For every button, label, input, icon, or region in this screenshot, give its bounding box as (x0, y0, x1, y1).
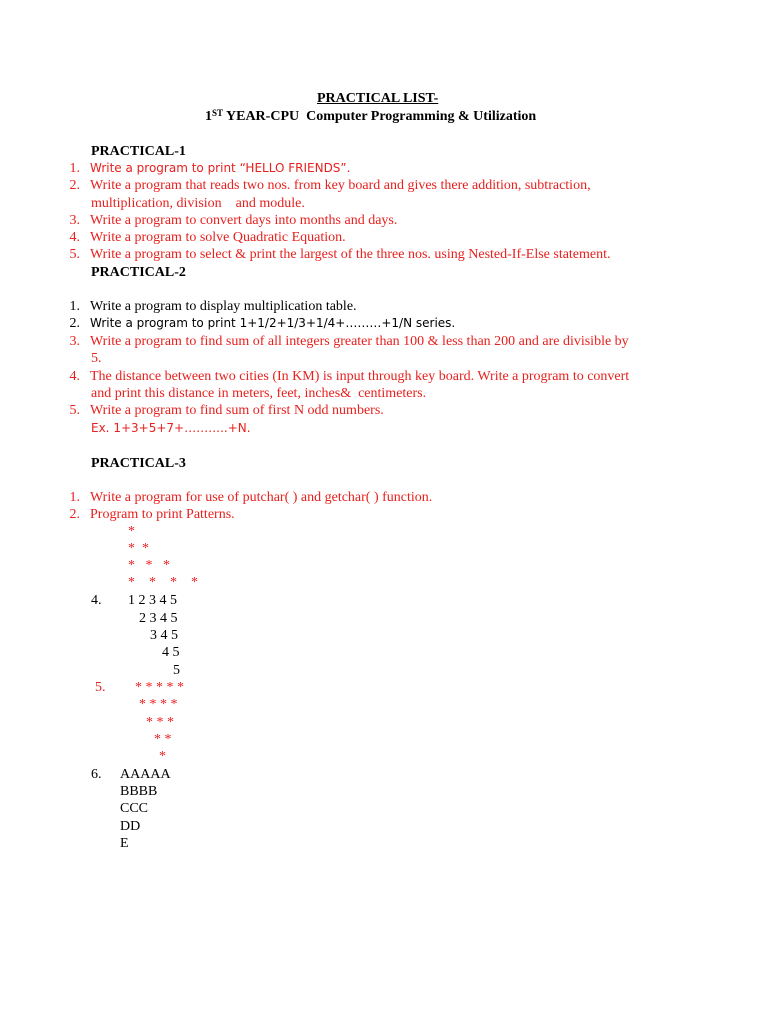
pattern-line: * * (154, 732, 172, 747)
pattern-line: E (120, 836, 129, 851)
pattern-line: DD (120, 819, 141, 834)
list-item-continuation: 5. (91, 351, 102, 366)
list-item: 1. Write a program to display multiplication table. (69, 299, 357, 314)
list-item: 3. Write a program to find sum of all integers greater than 100 & less than 200 and are divisible by (69, 334, 629, 349)
pattern-line: * (159, 749, 166, 764)
list-item: 2. Write a program to print 1+1/2+1/3+1/4+………+1/N series. (69, 316, 456, 331)
list-item-continuation: and print this distance in meters, feet, inches& centimeters. (91, 386, 427, 401)
pattern-line: BBBB (120, 784, 158, 799)
pattern-line: 3 4 5 (150, 628, 178, 643)
list-item: 3. Write a program to convert days into months and days. (69, 213, 398, 228)
list-item: 1. Write a program for use of putchar( ) and getchar( ) function. (69, 490, 433, 505)
page-subtitle (205, 108, 536, 125)
list-item: 1. Write a program to print “HELLO FRIENDS”. (69, 161, 351, 176)
list-item: 2. Write a program that reads two nos. from key board and gives there addition, subtraction, (69, 178, 591, 193)
pattern-line: * * * (146, 715, 174, 730)
page-title: PRACTICAL LIST- (317, 91, 439, 106)
list-item: 5. Write a program to find sum of first N odd numbers. (69, 403, 384, 418)
pattern-4-label: 4. (91, 593, 102, 608)
pattern-line: 1 2 3 4 5 (128, 593, 177, 608)
practical-3-heading: PRACTICAL-3 (91, 456, 186, 471)
pattern-line: * * * * (139, 697, 178, 712)
subtitle-year-suffix: ST (212, 108, 224, 118)
pattern-line: 5 (173, 663, 180, 678)
pattern-line: * * * * * (135, 680, 184, 695)
pattern-line: AAAAA (120, 767, 171, 782)
pattern-line: * * (128, 541, 149, 556)
pattern-line: * * * (128, 558, 170, 573)
list-item-continuation: multiplication, division and module. (91, 196, 305, 211)
subtitle-text: YEAR-CPU Computer Programming & Utilization (223, 109, 537, 124)
subtitle-year: 1 (205, 109, 212, 124)
list-item: 5. Write a program to select & print the largest of the three nos. using Nested-If-Else statement. (69, 247, 611, 262)
pattern-line: * (128, 524, 135, 539)
pattern-5-label: 5. (95, 680, 106, 695)
pattern-line: * * * * (128, 575, 198, 590)
list-item-continuation: Ex. 1+3+5+7+………..+N. (91, 421, 251, 435)
practical-2-heading: PRACTICAL-2 (91, 265, 186, 280)
list-item: 4. The distance between two cities (In KM) is input through key board. Write a program to convert (69, 369, 630, 384)
pattern-line: 4 5 (162, 645, 180, 660)
pattern-line: 2 3 4 5 (139, 611, 178, 626)
list-item: 2. Program to print Patterns. (69, 507, 235, 522)
list-item: 4. Write a program to solve Quadratic Equation. (69, 230, 346, 245)
pattern-6-label: 6. (91, 767, 102, 782)
practical-1-heading: PRACTICAL-1 (91, 144, 186, 159)
pattern-line: CCC (120, 801, 149, 816)
